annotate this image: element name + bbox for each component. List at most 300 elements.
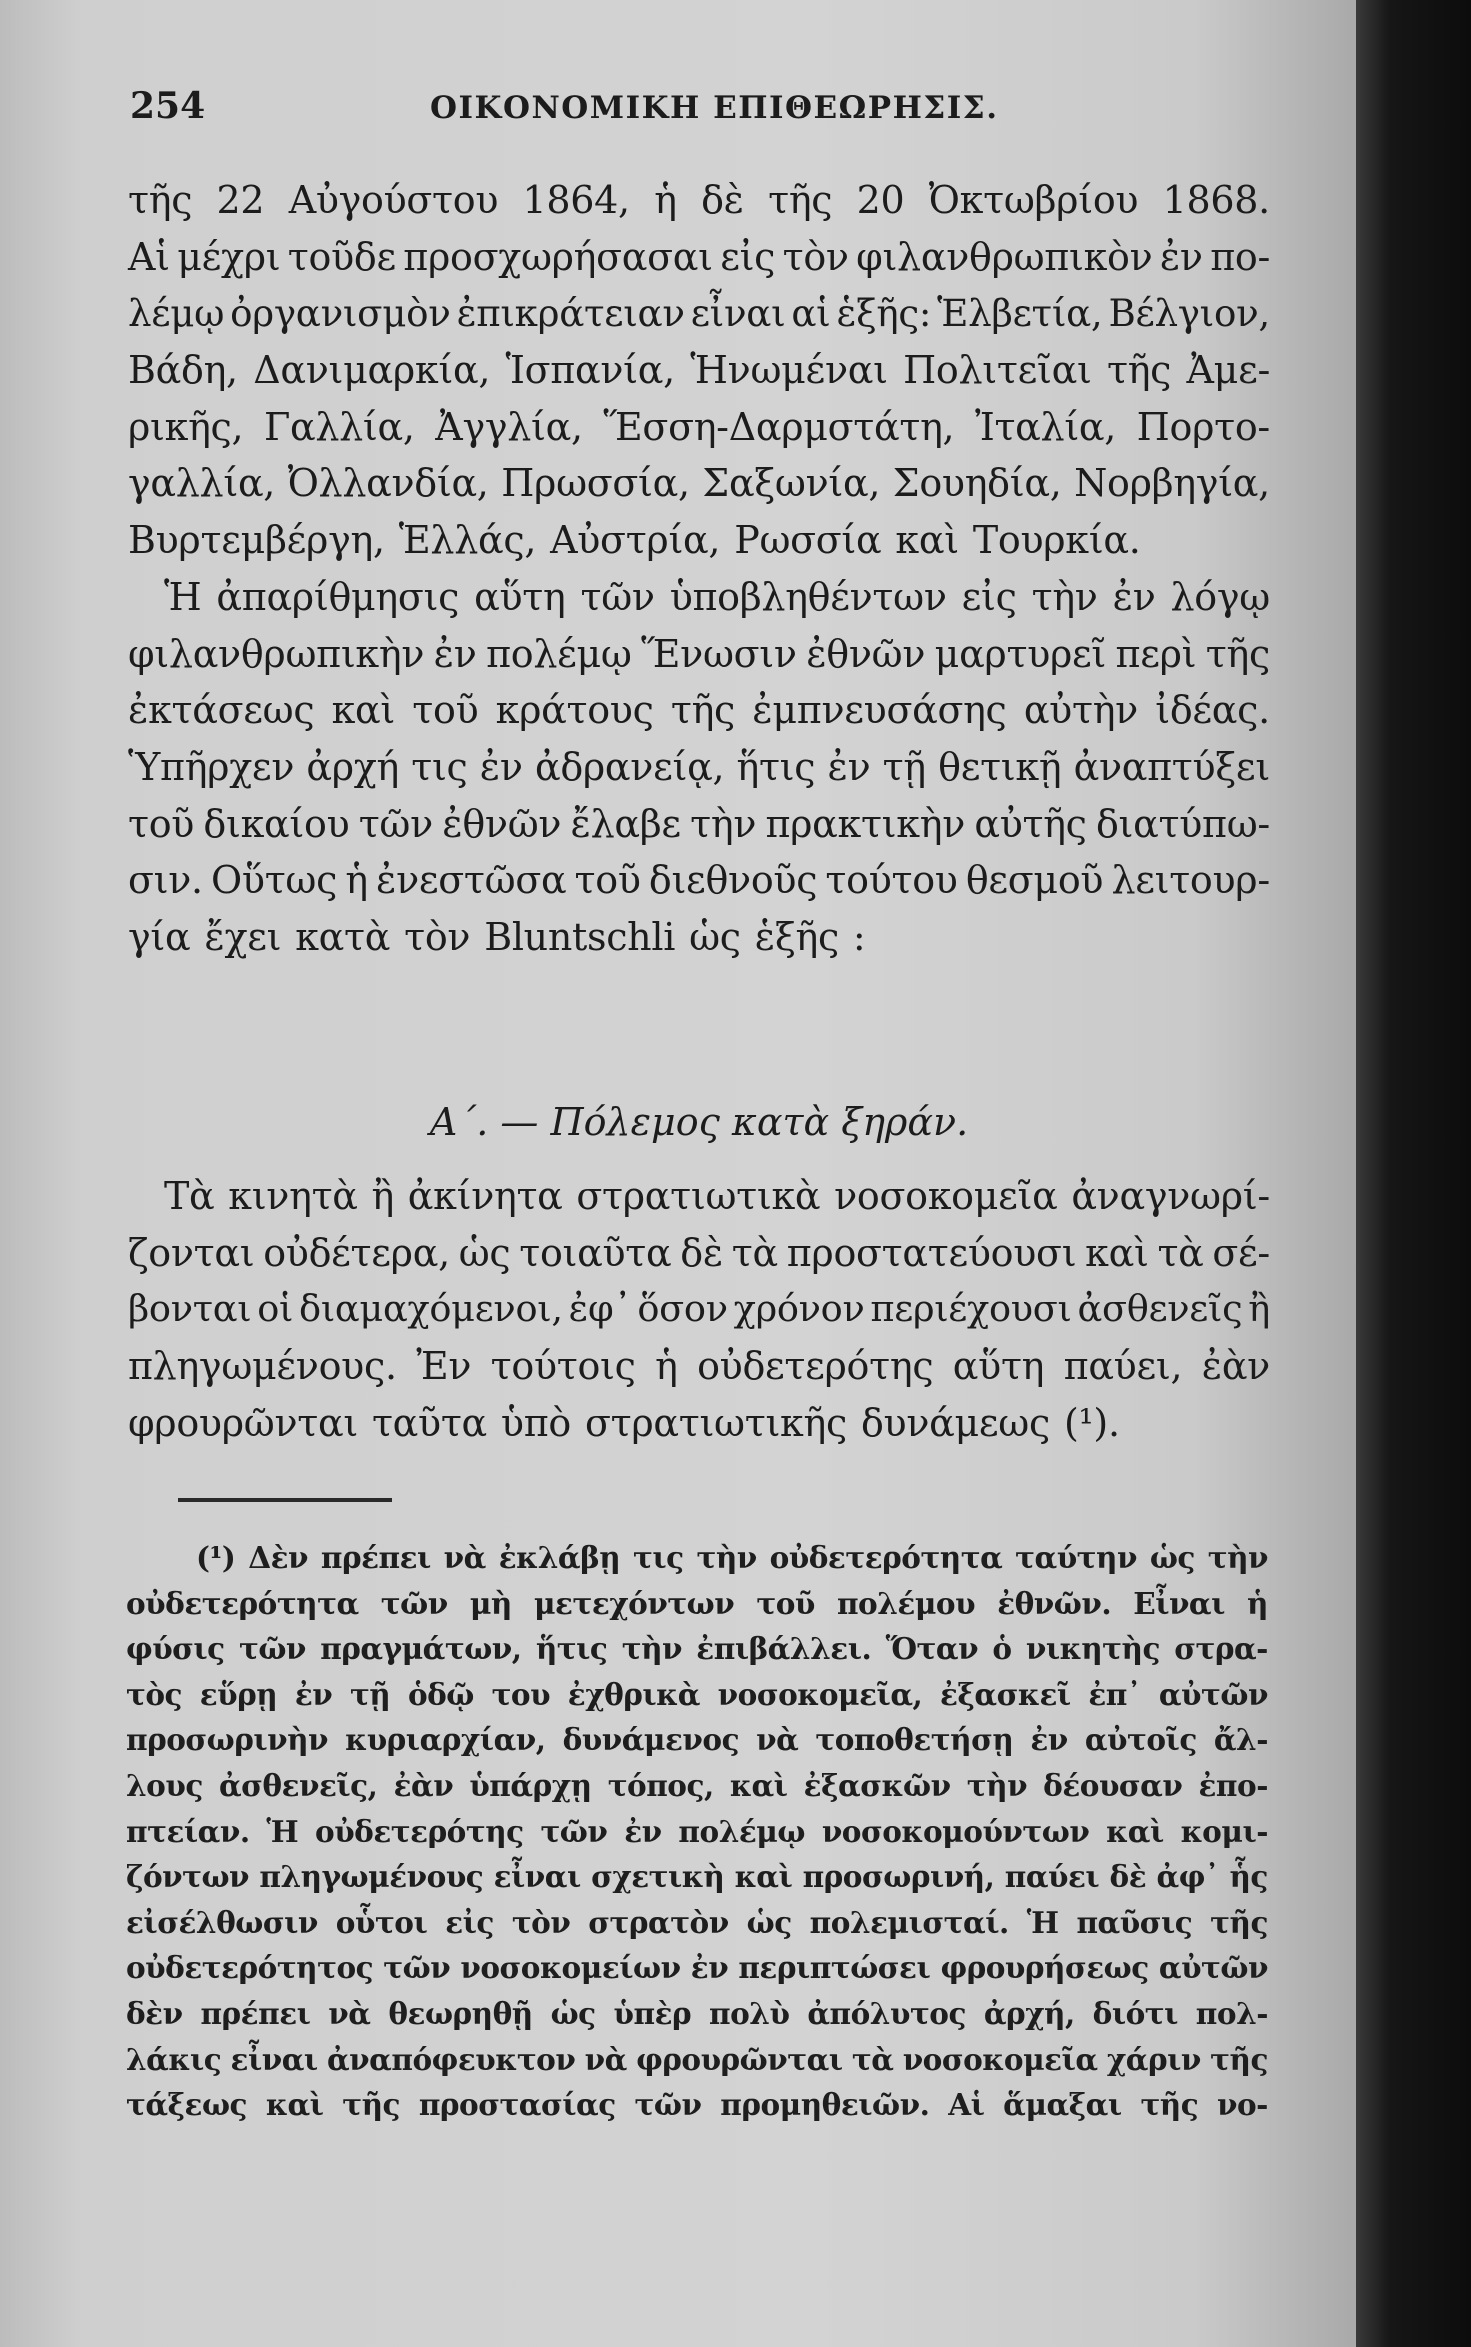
footnote-line bbox=[126, 2037, 1268, 2083]
word: Ἰταλία, bbox=[974, 404, 1117, 449]
word: γία bbox=[128, 914, 191, 959]
word: εἰς bbox=[720, 234, 776, 279]
word: ἔλαβε bbox=[570, 801, 681, 846]
text-line bbox=[128, 1338, 1270, 1395]
word: Ἀγγλία, bbox=[435, 404, 583, 449]
word: ἥτις bbox=[736, 744, 816, 789]
word: τῆς bbox=[1210, 1904, 1268, 1940]
word: Ἕνωσιν bbox=[641, 631, 797, 676]
word: ρικῆς, bbox=[128, 404, 244, 449]
word: τῆς bbox=[1210, 2041, 1268, 2077]
word: ἢ bbox=[1248, 1287, 1270, 1331]
word: στρατιωτικὰ bbox=[576, 1174, 821, 1218]
word: ἑξῆς: bbox=[836, 291, 932, 336]
word: μὴ bbox=[469, 1585, 512, 1621]
word: λους bbox=[126, 1767, 203, 1803]
word: Αἱ bbox=[128, 234, 170, 279]
footnote-line bbox=[126, 1535, 1268, 1581]
word: Εἶναι bbox=[1133, 1585, 1225, 1621]
text-line bbox=[128, 739, 1270, 796]
word: τις bbox=[411, 744, 468, 789]
word: τόπος, bbox=[607, 1767, 714, 1803]
word: διατύπω- bbox=[1095, 801, 1270, 846]
word: τῶν bbox=[540, 1813, 608, 1849]
footnote-line bbox=[126, 1900, 1268, 1946]
word: Ὀκτωβρίου bbox=[928, 178, 1139, 222]
word: Ἡ bbox=[164, 574, 202, 619]
word: τῶν bbox=[358, 801, 433, 846]
text-line bbox=[128, 399, 1270, 456]
word: εὕρῃ bbox=[199, 1676, 278, 1712]
word: Βάδη, bbox=[128, 348, 238, 393]
word: Ἕσση-Δαρμστάτη, bbox=[603, 404, 955, 449]
word: περιπτώσει bbox=[738, 1950, 931, 1986]
word: τὸν bbox=[782, 234, 849, 279]
word: ὅσον bbox=[637, 1287, 728, 1331]
word: λέμῳ bbox=[128, 291, 225, 336]
word: ἀκίνητα bbox=[407, 1174, 563, 1218]
word: ὡς bbox=[1149, 1540, 1195, 1575]
word: χρόνον bbox=[733, 1287, 865, 1331]
word: Bluntschli bbox=[484, 914, 676, 959]
word: τοῦ bbox=[412, 688, 479, 733]
word: ὡς bbox=[458, 1230, 511, 1275]
word: Ὑπῆρχεν bbox=[128, 744, 295, 789]
word: προστασίας bbox=[418, 2087, 616, 2123]
word: αὐτῶν bbox=[1158, 1676, 1268, 1712]
word: τῆς bbox=[1140, 2087, 1199, 2123]
text-line bbox=[128, 342, 1270, 399]
word: παῦσις bbox=[1076, 1904, 1193, 1940]
word: μέχρι bbox=[177, 234, 281, 279]
word: τῆς bbox=[342, 2087, 400, 2123]
footnote-line bbox=[126, 2082, 1268, 2128]
word: 1864, bbox=[522, 178, 630, 222]
word: τὸν bbox=[511, 1904, 571, 1940]
word: Πρωσσία, bbox=[501, 461, 690, 506]
word: τὴν bbox=[621, 1631, 682, 1667]
text-line bbox=[128, 569, 1270, 626]
word: Οὕτως bbox=[211, 858, 338, 903]
word: δικαίου bbox=[203, 801, 350, 846]
footnote-line bbox=[126, 1626, 1268, 1672]
word: ἐχθρικὰ bbox=[567, 1676, 700, 1712]
word: ἐὰν bbox=[393, 1767, 454, 1803]
word: τὴν bbox=[696, 1540, 757, 1575]
word: λάκις bbox=[126, 2041, 222, 2077]
word: ἑξῆς bbox=[754, 914, 839, 959]
word: φρουρῶνται bbox=[636, 2041, 843, 2077]
word: αὕτη bbox=[474, 574, 566, 619]
word: γαλλία, bbox=[128, 461, 276, 506]
word: ἀπαρίθμησις bbox=[216, 574, 460, 619]
word: αὕτη bbox=[952, 1344, 1045, 1389]
word: στρατιωτικῆς bbox=[584, 1400, 847, 1445]
word: νὰ bbox=[443, 1540, 486, 1575]
word: 22 bbox=[216, 178, 265, 222]
word: ταῦτα bbox=[371, 1400, 487, 1445]
word: παύει, bbox=[1063, 1344, 1183, 1389]
word: ὀργανισμὸν bbox=[230, 291, 451, 336]
word: διότι bbox=[1092, 1995, 1178, 2031]
word: οὐδετερότης bbox=[697, 1344, 934, 1389]
word: Ὅταν bbox=[885, 1631, 979, 1667]
word: ἐν bbox=[1030, 1722, 1068, 1758]
word: καὶ bbox=[265, 2087, 324, 2123]
word: κράτους bbox=[495, 688, 654, 733]
word: ἀπόλυτος bbox=[807, 1995, 966, 2031]
word: ταύτην bbox=[1015, 1540, 1137, 1575]
word: εἰς bbox=[961, 574, 1017, 619]
word: πληγωμένους. bbox=[128, 1344, 397, 1389]
running-head: ΟΙΚΟΝΟΜΙΚΗ ΕΠΙΘΕΩΡΗΣΙΣ. bbox=[430, 90, 999, 126]
footnote-line bbox=[126, 1717, 1268, 1763]
text-line bbox=[128, 1281, 1270, 1338]
word: ἡ bbox=[345, 858, 368, 903]
word: φρουρήσεως bbox=[940, 1950, 1149, 1986]
word: Δανιμαρκία, bbox=[253, 348, 491, 393]
word: προμηθειῶν. bbox=[720, 2087, 930, 2123]
word: ἧς bbox=[1229, 1859, 1268, 1895]
word: τάξεως bbox=[126, 2087, 248, 2123]
word: ὑπάρχῃ bbox=[469, 1767, 592, 1803]
word: ἐπιβάλλει. bbox=[696, 1631, 872, 1667]
text-line bbox=[128, 909, 1270, 966]
word: 20 bbox=[856, 178, 905, 222]
word: πρέπει bbox=[200, 1995, 311, 2031]
word: Ἡ bbox=[1026, 1904, 1059, 1940]
word: λόγῳ bbox=[1170, 574, 1270, 619]
word: πληγωμένους bbox=[259, 1859, 484, 1895]
footnote-line bbox=[126, 1672, 1268, 1718]
word: τοῦ bbox=[756, 1585, 815, 1621]
text-line bbox=[128, 626, 1270, 683]
word: αὐτῶν bbox=[1158, 1950, 1268, 1986]
word: δὲ bbox=[680, 1230, 723, 1275]
word: τοῦ bbox=[574, 858, 641, 903]
word: πρακτικὴν bbox=[765, 801, 966, 846]
word: οὐδετερότης bbox=[315, 1813, 524, 1849]
word: κυριαρχίαν, bbox=[345, 1722, 546, 1758]
word: ἐὰν bbox=[1201, 1344, 1270, 1389]
word: Τὰ bbox=[164, 1174, 215, 1218]
word: χάριν bbox=[1106, 2041, 1201, 2077]
word: Αἱ bbox=[948, 2087, 985, 2123]
word: ἐν bbox=[1112, 574, 1156, 619]
text-line bbox=[128, 1225, 1270, 1282]
word: μετεχόντων bbox=[533, 1585, 735, 1621]
word: Ἐν bbox=[416, 1344, 472, 1389]
word: ἀρχή bbox=[306, 744, 399, 789]
word: Ἡ bbox=[266, 1813, 299, 1849]
word: οὗτοι bbox=[335, 1904, 428, 1940]
section-heading: Α΄. — Πόλεμος κατὰ ξηράν. bbox=[429, 1100, 969, 1144]
word: φρουρῶνται bbox=[128, 1400, 358, 1445]
word: ἡ bbox=[1247, 1585, 1268, 1621]
word: ἐν bbox=[624, 1813, 662, 1849]
word: τὰ bbox=[731, 1230, 778, 1275]
word: περιέχουσι bbox=[870, 1287, 1072, 1331]
word: περὶ bbox=[1115, 631, 1197, 676]
word: προσχωρήσασαι bbox=[403, 234, 713, 279]
word: νοσοκομείων bbox=[460, 1950, 681, 1986]
word: τούτου bbox=[825, 858, 958, 903]
word: νο- bbox=[1217, 2087, 1268, 2123]
word: οἱ bbox=[257, 1287, 294, 1331]
word: (¹) bbox=[196, 1540, 236, 1575]
word: βονται bbox=[128, 1287, 252, 1331]
word: Ἱσπανία, bbox=[505, 348, 675, 393]
word: τῆς bbox=[670, 688, 736, 733]
word: ἰδέας. bbox=[1155, 688, 1270, 733]
word: τὴν bbox=[966, 1767, 1028, 1803]
word: ἐξασκεῖ bbox=[940, 1676, 1071, 1712]
word: κατὰ bbox=[295, 914, 391, 959]
word: τὰ bbox=[851, 2041, 894, 2077]
word: οὐδετερότητα bbox=[769, 1540, 1003, 1575]
word: ἐπ᾽ bbox=[1088, 1676, 1142, 1712]
word: νοσοκομεῖα bbox=[902, 2041, 1098, 2077]
word: τῶν bbox=[634, 2087, 702, 2123]
book-spine-shadow bbox=[1356, 0, 1471, 2347]
word: λειτουρ- bbox=[1111, 858, 1270, 903]
word: ἐν bbox=[433, 631, 477, 676]
word: πο- bbox=[1210, 234, 1270, 279]
word: παύει bbox=[1004, 1859, 1100, 1895]
word: Γαλλία, bbox=[263, 404, 415, 449]
word: εἶναι bbox=[690, 291, 786, 336]
word: πραγμάτων, bbox=[320, 1631, 522, 1667]
word: τοῦ bbox=[128, 801, 195, 846]
text-line bbox=[128, 1395, 1270, 1452]
word: σέ- bbox=[1212, 1230, 1270, 1275]
word: πρέπει bbox=[320, 1540, 431, 1575]
word: ἐθνῶν. bbox=[997, 1585, 1112, 1621]
word: Σουηδία, bbox=[892, 461, 1062, 506]
word: τὴν bbox=[1031, 574, 1098, 619]
word: τῇ bbox=[349, 1676, 391, 1712]
word: νὰ bbox=[584, 2041, 627, 2077]
word: οὐδέτερα, bbox=[263, 1230, 450, 1275]
word: ἐμπνευσάσης bbox=[752, 688, 1007, 733]
footnote-line bbox=[126, 1945, 1268, 1991]
main-text-block bbox=[128, 172, 1270, 1144]
word: εἰσέλθωσιν bbox=[126, 1904, 318, 1940]
word: ὡς bbox=[550, 1995, 596, 2031]
word: διαμαχόμενοι, bbox=[299, 1287, 563, 1331]
word: Αὐστρία, bbox=[550, 518, 721, 563]
word: ἐνεστῶσα bbox=[376, 858, 567, 903]
footnote-block bbox=[126, 1535, 1268, 2128]
word: ἐθνῶν bbox=[806, 631, 926, 676]
word: σιν. bbox=[128, 858, 203, 903]
footnote-rule bbox=[178, 1498, 392, 1502]
text-line bbox=[128, 852, 1270, 909]
word: δὲ bbox=[701, 178, 744, 222]
word: πολέμῳ bbox=[678, 1813, 805, 1849]
word: ἐν bbox=[827, 744, 871, 789]
word: σχετικὴ bbox=[591, 1859, 725, 1895]
word: τῆς bbox=[768, 178, 833, 222]
word: Πολιτεῖαι bbox=[903, 348, 1092, 393]
word: ἐν bbox=[690, 1950, 729, 1986]
word: τούτοις bbox=[490, 1344, 636, 1389]
word: τοποθετήσῃ bbox=[815, 1722, 1014, 1758]
word: ἥτις bbox=[535, 1631, 608, 1667]
text-line bbox=[128, 512, 1270, 569]
word: φύσις bbox=[126, 1631, 225, 1667]
word: ἀναγνωρί- bbox=[1071, 1174, 1270, 1218]
word: ἐπο- bbox=[1198, 1767, 1268, 1803]
word: δυνάμεως bbox=[860, 1400, 1050, 1445]
word: πολέμῳ bbox=[486, 631, 632, 676]
word: τὸς bbox=[126, 1676, 182, 1712]
word: Ἀμε- bbox=[1186, 348, 1270, 393]
word: 1868. bbox=[1162, 178, 1270, 222]
word: τοῦδε bbox=[287, 234, 396, 279]
footnote-line bbox=[126, 1991, 1268, 2037]
word: ἀδρανείᾳ, bbox=[534, 744, 725, 789]
word: Ἑλλάς, bbox=[398, 518, 537, 563]
word: Δὲν bbox=[248, 1540, 308, 1575]
word: ἐξασκῶν bbox=[803, 1767, 951, 1803]
word: Βέλγιον, bbox=[1108, 291, 1270, 336]
word: στρατὸν bbox=[588, 1904, 729, 1940]
word: θετικῇ bbox=[938, 744, 1062, 789]
word: Τουρκία. bbox=[972, 518, 1141, 563]
word: ἅμαξαι bbox=[1003, 2087, 1122, 2123]
footnote-line bbox=[126, 1809, 1268, 1855]
word: : bbox=[852, 914, 866, 959]
word: τὸν bbox=[404, 914, 471, 959]
word: ὡς bbox=[746, 1904, 792, 1940]
text-line bbox=[128, 796, 1270, 853]
word: νοσοκομούντων bbox=[821, 1813, 1090, 1849]
word: ἀσθενεῖς, bbox=[218, 1767, 378, 1803]
word: εἰς bbox=[445, 1904, 494, 1940]
word: καὶ bbox=[734, 1859, 793, 1895]
word: ἢ bbox=[371, 1174, 394, 1218]
word: ὁδῷ bbox=[407, 1676, 474, 1712]
word: τὰ bbox=[1157, 1230, 1204, 1275]
word: πολέμου bbox=[836, 1585, 976, 1621]
word: ἀρχή, bbox=[983, 1995, 1075, 2031]
word: τῆς bbox=[128, 178, 193, 222]
word: οὐδετερότητος bbox=[126, 1950, 374, 1986]
word: τῇ bbox=[882, 744, 926, 789]
text-line bbox=[128, 285, 1270, 342]
section-text-block bbox=[128, 1168, 1270, 1451]
word: ὁ bbox=[992, 1631, 1012, 1667]
word: καὶ bbox=[1085, 1230, 1149, 1275]
word: πτείαν. bbox=[126, 1813, 250, 1849]
word: του bbox=[491, 1676, 551, 1712]
word: νὰ bbox=[328, 1995, 371, 2031]
word: ζόντων bbox=[126, 1859, 250, 1895]
word: δυνάμενος bbox=[562, 1722, 740, 1758]
text-line bbox=[128, 172, 1270, 229]
word: πολ- bbox=[1195, 1995, 1268, 2031]
word: τῶν bbox=[580, 574, 655, 619]
word: ἀναπόφευκτον bbox=[326, 2041, 576, 2077]
word: τις bbox=[633, 1540, 684, 1575]
word: πολὺ bbox=[709, 1995, 790, 2031]
text-line bbox=[128, 455, 1270, 512]
word: (¹). bbox=[1063, 1400, 1120, 1445]
word: Αὐγούστου bbox=[288, 178, 499, 222]
word: ἀφ᾽ bbox=[1156, 1859, 1220, 1895]
word: ἐν bbox=[479, 744, 523, 789]
word: μαρτυρεῖ bbox=[934, 631, 1107, 676]
word: ἐν bbox=[1159, 234, 1203, 279]
word: θεωρηθῇ bbox=[388, 1995, 533, 2031]
word: αὐτὴν bbox=[1023, 688, 1138, 733]
word: στρα- bbox=[1174, 1631, 1268, 1667]
word: Ἡνωμέναι bbox=[690, 348, 888, 393]
word: Ὀλλανδία, bbox=[287, 461, 489, 506]
word: τῆς bbox=[1106, 348, 1172, 393]
text-line bbox=[128, 682, 1270, 739]
word: δὲ bbox=[1109, 1859, 1147, 1895]
word: τῶν bbox=[380, 1585, 448, 1621]
word: ὑπὲρ bbox=[613, 1995, 692, 2031]
word: οὐδετερότητα bbox=[126, 1585, 359, 1621]
word: Νορβηγία, bbox=[1074, 461, 1270, 506]
page-header bbox=[130, 80, 1280, 140]
word: τῆς bbox=[1205, 631, 1270, 676]
word: θεσμοῦ bbox=[965, 858, 1104, 903]
word: Βυρτεμβέργη, bbox=[128, 518, 385, 563]
word: εἶναι bbox=[230, 2041, 318, 2077]
word: ζονται bbox=[128, 1230, 255, 1275]
word: ὡς bbox=[689, 914, 741, 959]
word: ἐφ᾽ bbox=[568, 1287, 632, 1331]
word: καὶ bbox=[1106, 1813, 1164, 1849]
word: ἄλ- bbox=[1213, 1722, 1268, 1758]
word: ἔχει bbox=[204, 914, 282, 959]
word: ἀσθενεῖς bbox=[1077, 1287, 1243, 1331]
word: νικητὴς bbox=[1025, 1631, 1160, 1667]
word: ἡ bbox=[655, 1344, 678, 1389]
word: ἐκτάσεως bbox=[128, 688, 315, 733]
text-line bbox=[128, 1168, 1270, 1225]
word: ἡ bbox=[654, 178, 677, 222]
word: ἐν bbox=[294, 1676, 333, 1712]
word: καὶ bbox=[331, 688, 396, 733]
word: ἀναπτύξει bbox=[1073, 744, 1270, 789]
word: τὴν bbox=[1207, 1540, 1268, 1575]
word: προσωρινή, bbox=[802, 1859, 995, 1895]
word: δέουσαν bbox=[1043, 1767, 1183, 1803]
word: Ἑλβετία, bbox=[937, 291, 1103, 336]
word: αὐτοῖς bbox=[1084, 1722, 1197, 1758]
word: νοσοκομεῖα bbox=[834, 1174, 1058, 1218]
word: φιλανθρωπικὸν bbox=[856, 234, 1153, 279]
footnote-line bbox=[126, 1581, 1268, 1627]
word: πολεμισταί. bbox=[809, 1904, 1009, 1940]
word: κομι- bbox=[1180, 1813, 1268, 1849]
footnote-line bbox=[126, 1854, 1268, 1900]
word: δὲν bbox=[126, 1995, 183, 2031]
word: προσωρινὴν bbox=[126, 1722, 329, 1758]
word: τῶν bbox=[238, 1631, 306, 1667]
word: Πορτο- bbox=[1136, 404, 1270, 449]
word: καὶ bbox=[729, 1767, 788, 1803]
word: διεθνοῦς bbox=[648, 858, 818, 903]
page-number: 254 bbox=[130, 85, 206, 127]
word: ἐθνῶν bbox=[442, 801, 562, 846]
word: Ρωσσία bbox=[734, 518, 882, 563]
